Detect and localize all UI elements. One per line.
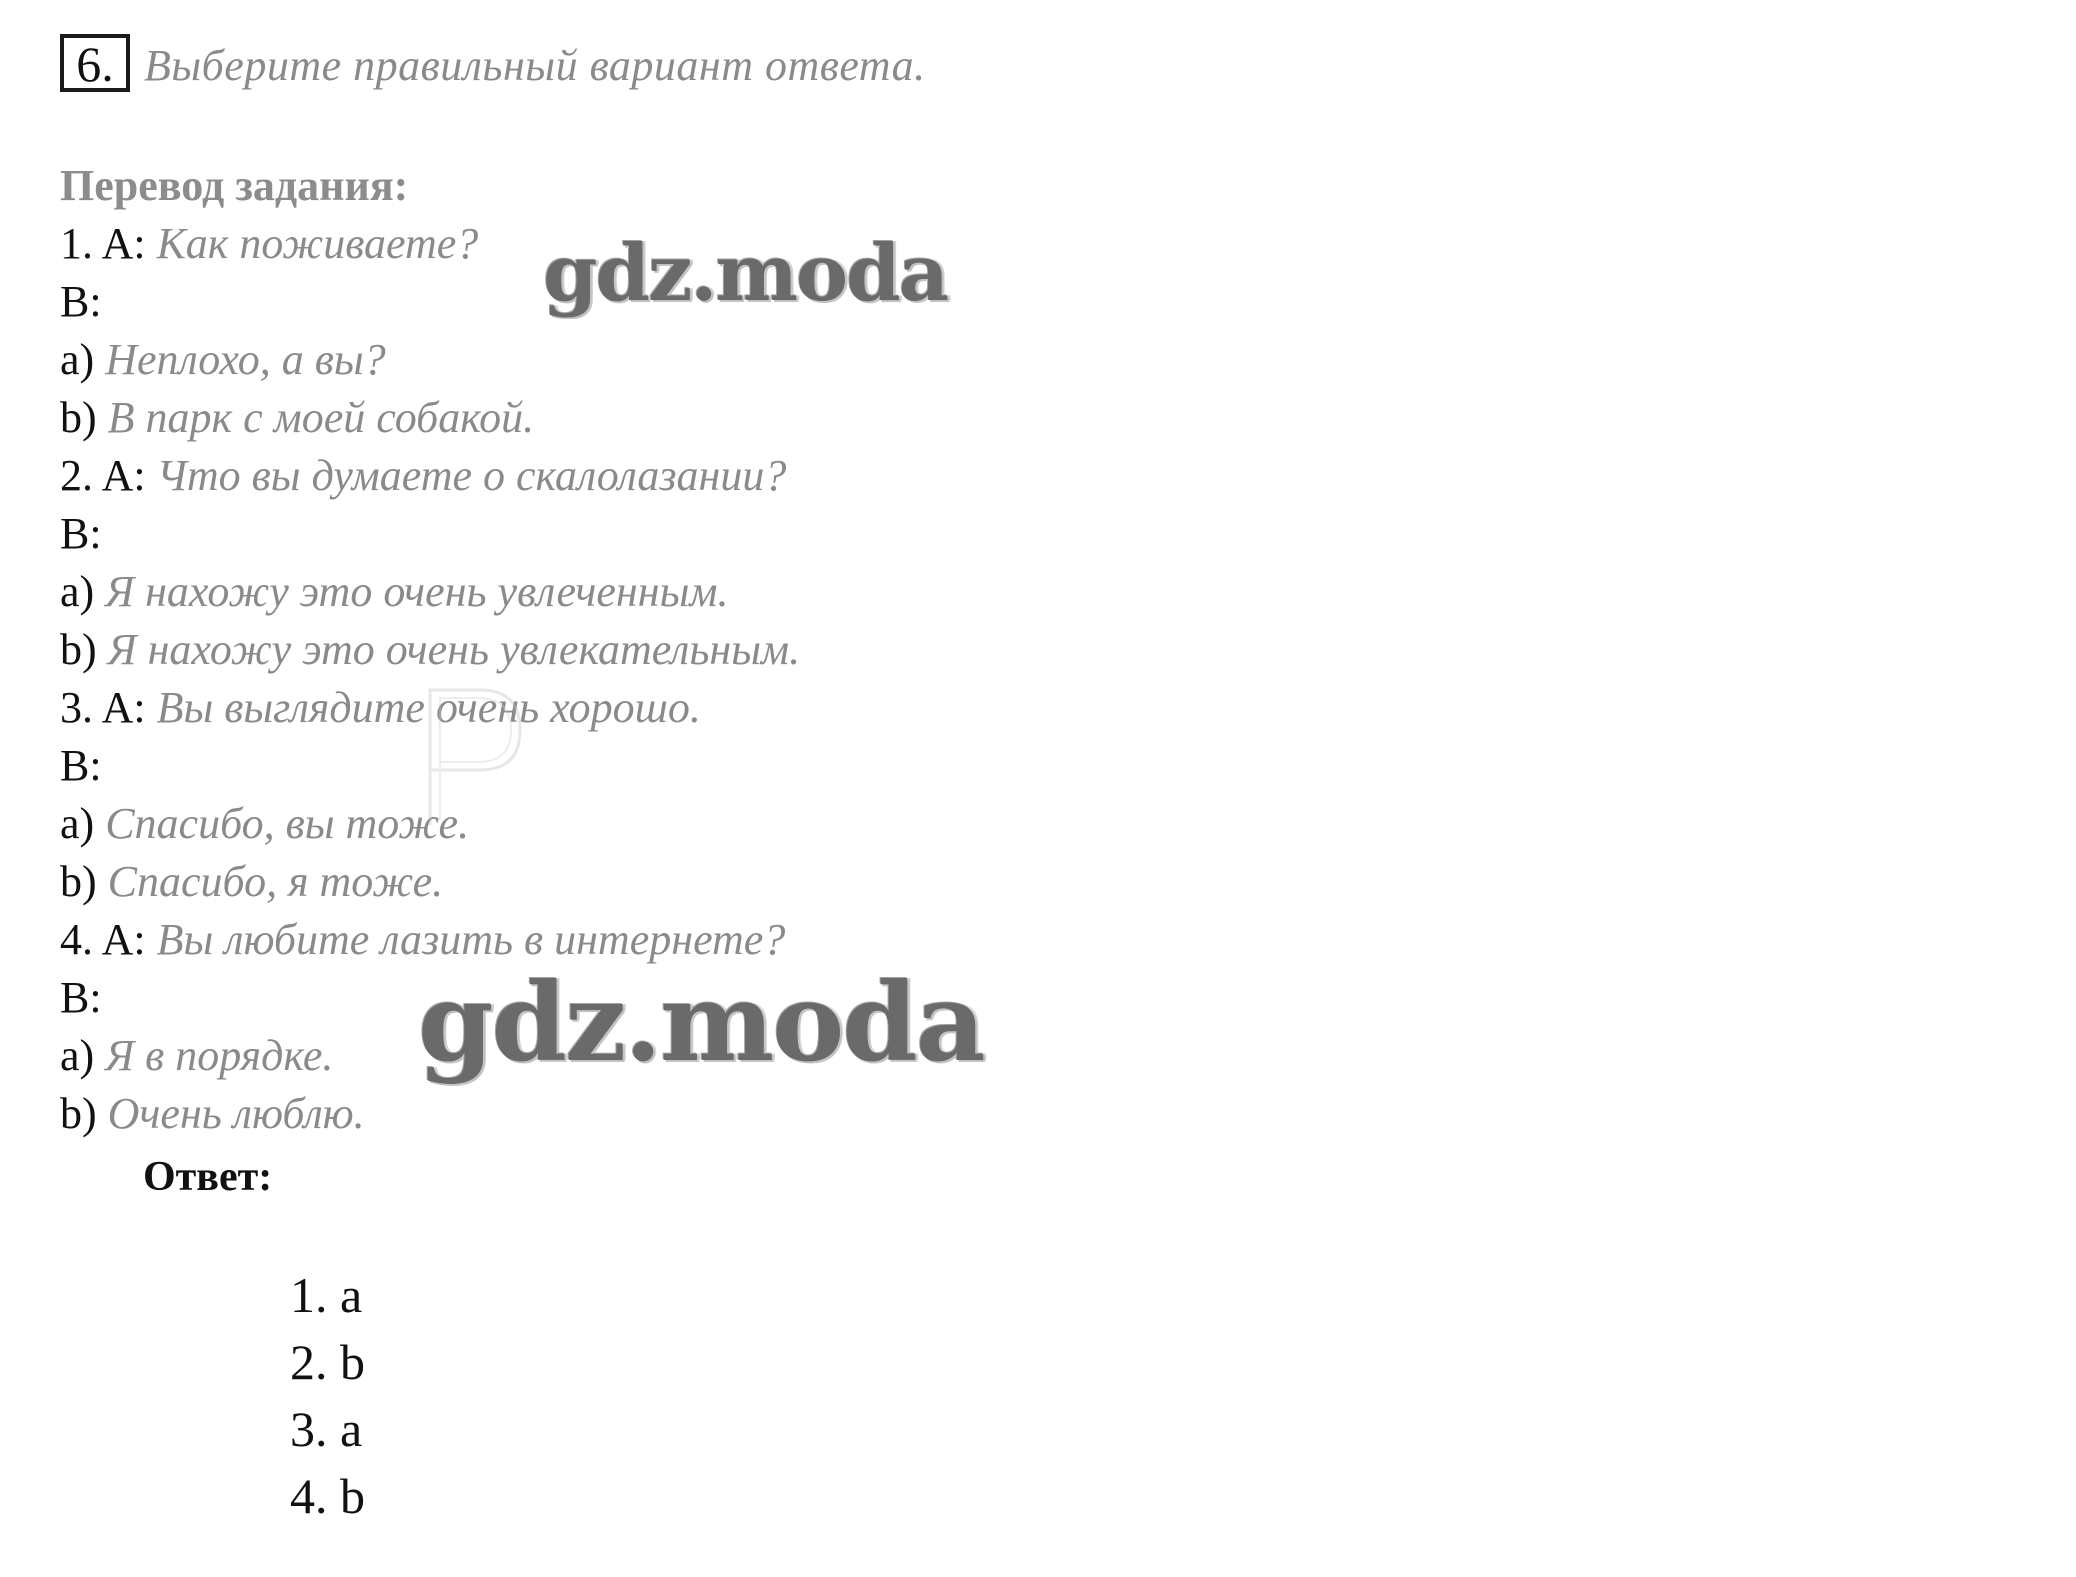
line-text: Очень люблю. xyxy=(107,1089,365,1138)
line-lead: a) xyxy=(60,1031,106,1080)
task-number-box: 6. xyxy=(60,34,130,92)
line-lead: B: xyxy=(60,741,102,790)
line-text: Спасибо, вы тоже. xyxy=(105,799,470,848)
line-lead: B: xyxy=(60,509,102,558)
dialog-line xyxy=(60,853,1060,911)
answer-item: 4. b xyxy=(290,1468,365,1524)
dialog-line xyxy=(60,679,1060,737)
line-text: Неплохо, а вы? xyxy=(105,335,386,384)
dialog-line xyxy=(60,389,1060,447)
line-lead: b) xyxy=(60,625,108,674)
line-lead: b) xyxy=(60,393,108,442)
line-text: Я в порядке. xyxy=(105,1031,334,1080)
line-lead: 2. A: xyxy=(60,451,157,500)
dialog-line xyxy=(60,447,1060,505)
line-lead: B: xyxy=(60,973,102,1022)
line-text: В парк с моей собакой. xyxy=(107,393,535,442)
dialog-line xyxy=(60,621,1060,679)
line-text: Я нахожу это очень увлеченным. xyxy=(105,567,729,616)
answer-item: 2. b xyxy=(290,1334,365,1390)
watermark-text: gdz.moda xyxy=(543,228,948,319)
line-lead: b) xyxy=(60,1089,108,1138)
answer-list xyxy=(290,1262,365,1530)
answer-title: Ответ: xyxy=(143,1154,273,1200)
line-text: Спасибо, я тоже. xyxy=(107,857,444,906)
line-text: Я нахожу это очень увлекательным. xyxy=(107,625,801,674)
line-text: Что вы думаете о скалолазании? xyxy=(156,451,787,500)
line-text: Как поживаете? xyxy=(156,219,479,268)
dialog-line xyxy=(60,563,1060,621)
watermark-text: gdz.moda xyxy=(418,960,984,1086)
dialog-line xyxy=(60,737,1060,795)
answer-item: 1. a xyxy=(290,1267,363,1323)
line-lead: 4. A: xyxy=(60,915,157,964)
dialog-line xyxy=(60,505,1060,563)
line-lead: a) xyxy=(60,567,106,616)
line-lead: 3. A: xyxy=(60,683,157,732)
line-lead: a) xyxy=(60,335,106,384)
line-lead: B: xyxy=(60,277,102,326)
line-text: Вы любите лазить в интернете? xyxy=(156,915,786,964)
answer-item: 3. a xyxy=(290,1401,363,1457)
line-lead: 1. A: xyxy=(60,219,157,268)
faint-watermark-logo-icon xyxy=(415,680,535,830)
line-lead: a) xyxy=(60,799,106,848)
dialog-line xyxy=(60,795,1060,853)
task-instruction: Выберите правильный вариант ответа. xyxy=(144,41,926,90)
dialog-line xyxy=(60,1085,1060,1143)
line-text: Вы выглядите очень хорошо. xyxy=(156,683,701,732)
line-lead: b) xyxy=(60,857,108,906)
dialog-line xyxy=(60,331,1060,389)
translation-title: Перевод задания: xyxy=(60,161,409,210)
